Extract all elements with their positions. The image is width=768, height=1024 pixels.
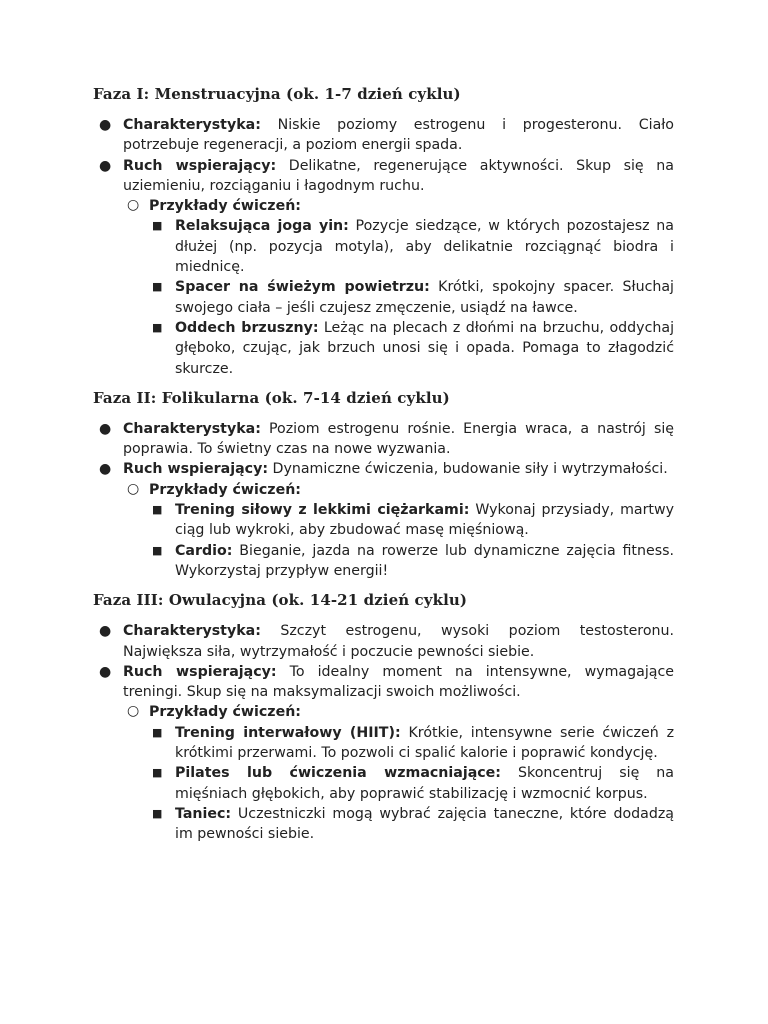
list-item-example <box>149 763 674 804</box>
list-item-characteristics <box>93 419 674 460</box>
item-text: To idealny moment na intensywne, wymagające treningi. Skup się na maksymalizacji swoich możliwości. <box>123 663 674 701</box>
bullet-dot-icon: ● <box>99 623 112 640</box>
bullet-square-icon: ■ <box>152 280 163 294</box>
list-item-supportive-movement <box>93 459 674 581</box>
phase-section-3 <box>93 590 674 844</box>
phase-title: Faza I: Menstruacyjna (ok. 1-7 dzień cyklu) <box>93 85 461 103</box>
item-text: Skoncentruj się na mięśniach głębokich, aby poprawić stabilizację i wzmocnić korpus. <box>175 765 674 802</box>
sub-list <box>123 702 674 844</box>
item-label: Ruch wspierający: <box>123 157 277 174</box>
item-text: Delikatne, regenerujące aktywności. Skup się na uziemieniu, rozciąganiu i łagodnym ruchu. <box>123 157 674 194</box>
list-item-supportive-movement <box>93 156 674 379</box>
item-label: Spacer na świeżym powietrzu: <box>175 279 430 296</box>
item-label: Charakterystyka: <box>123 420 261 437</box>
bullet-square-icon: ■ <box>152 503 163 517</box>
bullet-square-icon: ■ <box>152 766 163 780</box>
sub-list <box>123 196 674 379</box>
document-page <box>93 84 674 845</box>
item-text: Krótkie, intensywne serie ćwiczeń z krótkimi przerwami. To pozwoli ci spalić kalorie i poprawić kondycję. <box>175 724 675 762</box>
list-item-example <box>149 216 674 277</box>
list-item-examples <box>123 196 674 379</box>
item-text: Szczyt estrogenu, wysoki poziom testosteronu. Największa siła, wytrzymałość i poczucie pewności siebie. <box>123 623 675 660</box>
item-text: Niskie poziomy estrogenu i progesteronu. Ciało potrzebuje regeneracji, a poziom energii spada. <box>123 117 674 154</box>
bullet-dot-icon: ● <box>99 461 112 478</box>
item-label: Pilates lub ćwiczenia wzmacniające: <box>175 765 501 782</box>
phase-title: Faza III: Owulacyjna (ok. 14-21 dzień cyklu) <box>93 591 468 610</box>
list-item-characteristics <box>93 115 674 156</box>
bullet-circle-icon: ○ <box>127 197 140 214</box>
list-item-example <box>149 318 674 379</box>
phase-section-2 <box>93 388 674 581</box>
list-item-example <box>149 541 674 582</box>
phase-title: Faza II: Folikularna (ok. 7-14 dzień cyklu) <box>93 388 450 407</box>
bullet-list <box>93 419 674 581</box>
list-item-example <box>149 500 674 541</box>
list-item-examples <box>123 480 674 581</box>
bullet-dot-icon: ● <box>99 663 112 680</box>
list-item-supportive-movement <box>93 662 674 845</box>
list-item-example <box>149 277 674 318</box>
bullet-dot-icon: ● <box>99 117 112 133</box>
example-list <box>149 723 674 845</box>
item-text: Krótki, spokojny spacer. Słuchaj swojego ciała – jeśli czujesz zmęczenie, usiądź na ławce. <box>175 279 675 316</box>
bullet-circle-icon: ○ <box>127 480 140 497</box>
item-label: Taniec: <box>175 805 232 822</box>
item-text: Leżąc na plecach z dłońmi na brzuchu, oddychaj głęboko, czując, jak brzuch unosi się i opada. Pomaga to złagodzić skurcze. <box>175 319 675 377</box>
list-item-examples <box>123 702 674 844</box>
item-label: Cardio: <box>175 542 233 559</box>
item-label: Trening interwałowy (HIIT): <box>175 724 401 741</box>
phase-section-1 <box>93 84 674 379</box>
example-list <box>149 500 674 581</box>
bullet-circle-icon: ○ <box>127 703 140 720</box>
example-list <box>149 216 674 378</box>
list-item-example <box>149 723 674 764</box>
item-label: Ruch wspierający: <box>123 663 277 680</box>
item-label: Przykłady ćwiczeń: <box>149 481 301 498</box>
item-label: Trening siłowy z lekkimi ciężarkami: <box>175 502 470 519</box>
bullet-square-icon: ■ <box>152 725 163 739</box>
bullet-square-icon: ■ <box>152 320 163 334</box>
item-text: Poziom estrogenu rośnie. Energia wraca, a nastrój się poprawia. To świetny czas na nowe wyzwania. <box>123 420 675 458</box>
item-label: Oddech brzuszny: <box>175 319 319 336</box>
bullet-square-icon: ■ <box>152 543 163 557</box>
item-label: Przykłady ćwiczeń: <box>149 704 301 721</box>
item-text: Dynamiczne ćwiczenia, budowanie siły i wytrzymałości. <box>272 461 668 478</box>
bullet-dot-icon: ● <box>99 157 112 174</box>
bullet-list <box>93 115 674 379</box>
item-text: Wykonaj przysiady, martwy ciąg lub wykroki, aby zbudować masę mięśniową. <box>175 502 674 539</box>
bullet-square-icon: ■ <box>152 219 163 233</box>
item-label: Ruch wspierający: <box>123 461 269 478</box>
item-text: Bieganie, jazda na rowerze lub dynamiczne zajęcia fitness. Wykorzystaj przypływ energii! <box>175 542 675 579</box>
sub-list <box>123 480 674 581</box>
bullet-square-icon: ■ <box>152 806 163 820</box>
item-text: Uczestniczki mogą wybrać zajęcia taneczne, które dodadzą im pewności siebie. <box>175 805 674 843</box>
bullet-list <box>93 621 674 844</box>
list-item-characteristics <box>93 621 674 662</box>
item-label: Relaksująca joga yin: <box>175 218 349 235</box>
item-label: Przykłady ćwiczeń: <box>149 198 301 215</box>
item-text: Pozycje siedzące, w których pozostajesz na dłużej (np. pozycja motyla), aby delikatnie rozciągnąć biodra i miednicę. <box>175 218 674 276</box>
item-label: Charakterystyka: <box>123 623 261 640</box>
list-item-example <box>149 804 674 845</box>
bullet-dot-icon: ● <box>99 420 112 437</box>
item-label: Charakterystyka: <box>123 117 261 133</box>
